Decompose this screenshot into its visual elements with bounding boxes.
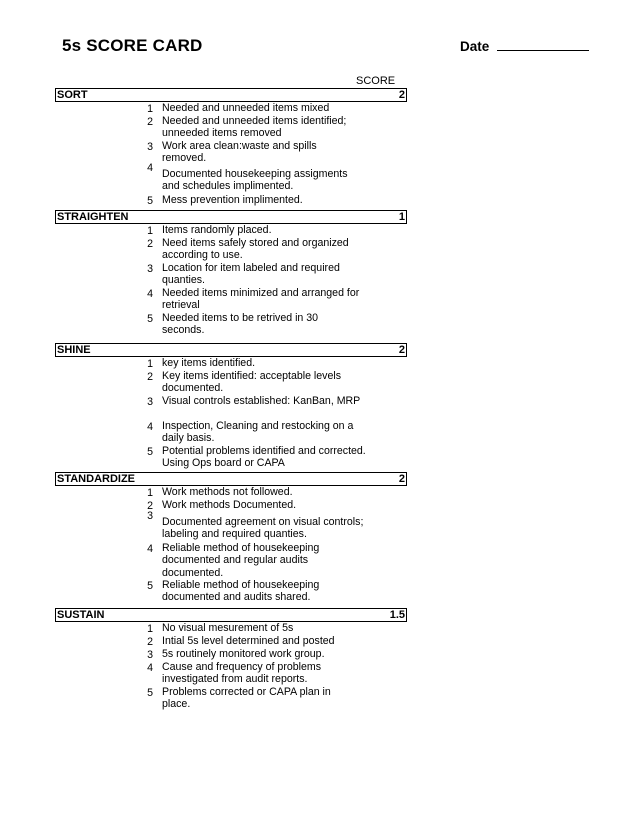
item-number: 5: [147, 687, 153, 699]
item-number: 5: [147, 195, 153, 207]
section-header-bar: [55, 608, 407, 622]
item-text: Key items identified: acceptable levels documented.: [162, 370, 342, 395]
list-item: [55, 102, 407, 115]
item-number: 1: [147, 487, 153, 499]
list-item: [55, 370, 407, 395]
list-item: [55, 312, 407, 337]
list-item: [55, 648, 407, 661]
list-item: [55, 686, 407, 711]
list-item: [55, 512, 407, 542]
item-text: Reliable method of housekeeping documented and audits shared.: [162, 579, 320, 604]
item-text: No visual mesurement of 5s: [162, 622, 294, 634]
list-item: [55, 579, 407, 604]
item-number: 1: [147, 103, 153, 115]
list-item: [55, 237, 407, 262]
item-text: 5s routinely monitored work group.: [162, 648, 325, 660]
item-number: 3: [147, 649, 153, 661]
item-text: Needed and unneeded items mixed: [162, 102, 330, 114]
item-number: 4: [147, 543, 153, 555]
list-item: [55, 635, 407, 648]
item-text: Location for item labeled and required quanties.: [162, 262, 340, 287]
list-item: [55, 262, 407, 287]
item-text: Inspection, Cleaning and restocking on a daily basis.: [162, 420, 354, 445]
item-text: Need items safely stored and organized according to use.: [162, 237, 349, 262]
item-text: Needed items minimized and arranged for retrieval: [162, 287, 360, 312]
section-header-bar: [55, 210, 407, 224]
item-text: Items randomly placed.: [162, 224, 272, 236]
item-number: 4: [147, 662, 153, 674]
list-item: [55, 194, 407, 207]
section-header-bar: [55, 88, 407, 102]
item-text: Work methods Documented.: [162, 499, 297, 511]
section-header-bar: [55, 343, 407, 357]
list-item: [55, 499, 407, 512]
section-title: SHINE: [57, 344, 91, 356]
section-standardize: [55, 472, 407, 604]
section-sustain: [55, 608, 407, 711]
section-title: SORT: [57, 89, 88, 101]
list-item: [55, 445, 407, 470]
item-text: Reliable method of housekeeping documented and regular audits documented.: [162, 542, 320, 579]
section-score: 2: [398, 89, 405, 101]
item-number: 5: [147, 313, 153, 325]
list-item: [55, 287, 407, 312]
date-label: Date: [460, 39, 490, 54]
item-text: Work area clean:waste and spills removed.: [162, 140, 317, 165]
item-number: 2: [147, 238, 153, 250]
list-item: [55, 115, 407, 140]
item-number: 3: [147, 510, 153, 522]
item-text: key items identified.: [162, 357, 256, 369]
item-text: Problems corrected or CAPA plan in place.: [162, 686, 331, 711]
item-text: Intial 5s level determined and posted: [162, 635, 335, 647]
list-item: [55, 420, 407, 445]
item-text: Mess prevention implimented.: [162, 194, 303, 206]
list-item: [55, 486, 407, 499]
item-text: Documented agreement on visual controls; labeling and required quanties.: [162, 516, 364, 541]
section-title: STANDARDIZE: [57, 473, 136, 485]
list-item: [55, 140, 407, 165]
item-number: 1: [147, 225, 153, 237]
section-shine: [55, 343, 407, 470]
item-number: 3: [147, 141, 153, 153]
list-item: [55, 622, 407, 635]
item-text: Cause and frequency of problems investigated from audit reports.: [162, 661, 321, 686]
date-blank-line[interactable]: [497, 38, 589, 51]
item-number: 2: [147, 500, 153, 512]
section-header-bar: [55, 472, 407, 486]
section-score: 2: [398, 473, 405, 485]
item-number: 1: [147, 623, 153, 635]
item-text: Documented housekeeping assigments and schedules implimented.: [162, 168, 348, 193]
item-number: 5: [147, 580, 153, 592]
item-number: 4: [147, 288, 153, 300]
section-score: 1.5: [389, 609, 405, 621]
item-number: 3: [147, 263, 153, 275]
page-title: 5s SCORE CARD: [62, 36, 203, 55]
item-text: Work methods not followed.: [162, 486, 293, 498]
item-number: 2: [147, 371, 153, 383]
list-item: [55, 162, 407, 194]
item-number: 1: [147, 358, 153, 370]
list-item: [55, 661, 407, 686]
item-number: 4: [147, 162, 153, 174]
item-text: Needed and unneeded items identified; unneeded items removed: [162, 115, 347, 140]
item-number: 3: [147, 396, 153, 408]
list-item: [55, 395, 407, 420]
date-field[interactable]: [460, 38, 589, 54]
section-score: 1: [398, 211, 405, 223]
section-title: STRAIGHTEN: [57, 211, 129, 223]
list-item: [55, 542, 407, 579]
list-item: [55, 224, 407, 237]
section-title: SUSTAIN: [57, 609, 105, 621]
section-straighten: [55, 210, 407, 337]
item-number: 4: [147, 421, 153, 433]
item-number: 2: [147, 636, 153, 648]
item-text: Visual controls established: KanBan, MRP: [162, 395, 361, 407]
item-number: 5: [147, 446, 153, 458]
section-sort: [55, 88, 407, 207]
item-text: Needed items to be retrived in 30 seconds.: [162, 312, 319, 337]
score-column-header: SCORE: [356, 75, 396, 87]
list-item: [55, 357, 407, 370]
section-score: 2: [398, 344, 405, 356]
item-number: 2: [147, 116, 153, 128]
item-text: Potential problems identified and corrected. Using Ops board or CAPA: [162, 445, 366, 470]
